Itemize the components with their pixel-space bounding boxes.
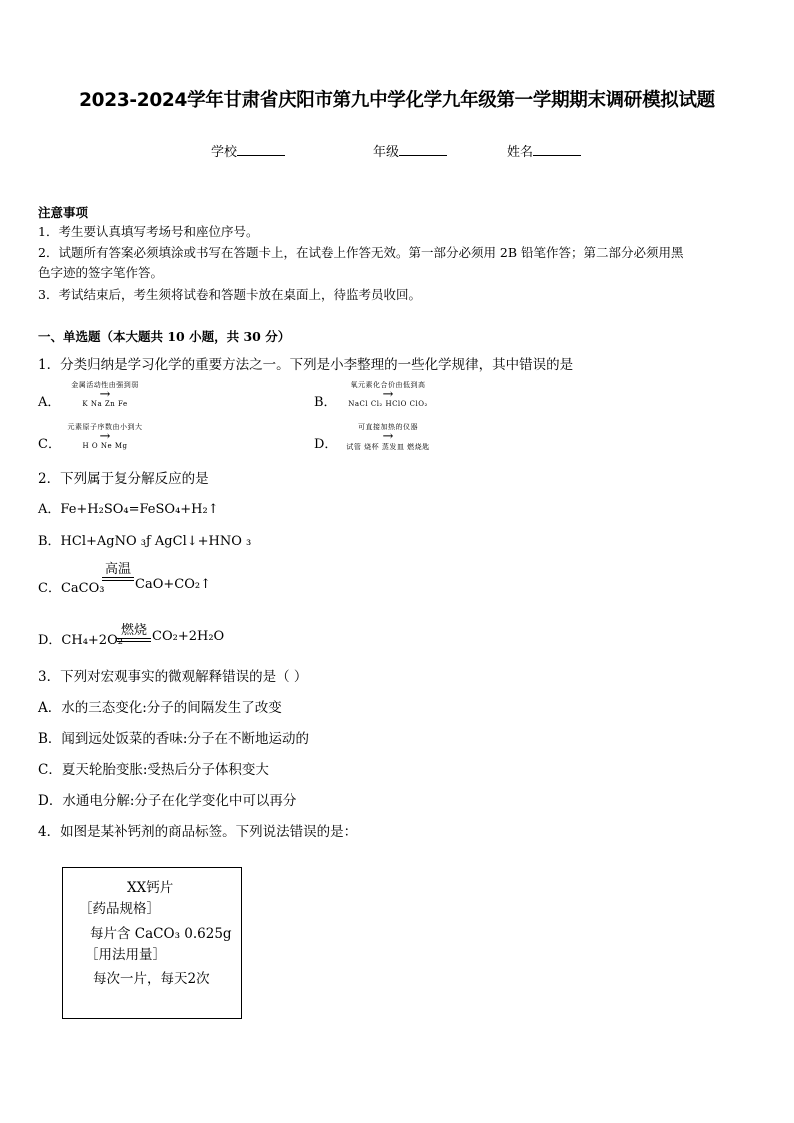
q2-c-cond-text: 高温 — [104, 562, 131, 577]
q2-option-b: B．HCl+AgNO ₃ƒ AgCl↓+HNO ₃ — [38, 534, 252, 549]
q2-d-cond-text: 燃烧 — [120, 623, 147, 638]
q1-option-d-label: D． — [314, 437, 338, 452]
q2-option-d-right: CO₂+2H₂O — [152, 629, 225, 644]
name-blank — [533, 143, 581, 156]
note-item: 2．试题所有答案必须填涂或书写在答题卡上，在试卷上作答无效。第一部分必须用 2B 铅笔作答；第二部分必须用黑 — [38, 245, 684, 260]
grade-label: 年级 — [373, 145, 400, 160]
label-spec-text: 每片含 CaCO₃ 0.625g — [90, 926, 232, 942]
note-item: 色字迹的签字笔作答。 — [38, 265, 164, 280]
product-label-box — [62, 867, 242, 1019]
note-item: 1．考生要认真填写考场号和座位序号。 — [38, 224, 259, 239]
q1-option-a-label: A． — [38, 395, 61, 410]
arrow-icon: → — [382, 387, 394, 402]
name-label: 姓名 — [507, 145, 534, 160]
q1-option-a — [60, 380, 150, 408]
arrow-icon: → — [99, 387, 111, 402]
q2-option-c-condition — [102, 563, 134, 581]
arrow-icon: → — [382, 429, 394, 444]
grade-blank — [399, 143, 447, 156]
q2-option-d-left: D．CH₄+2O₂ — [38, 633, 123, 648]
grade-field — [373, 141, 447, 160]
q2-option-c-left: C．CaCO₃ — [38, 581, 105, 596]
double-line-icon — [102, 577, 134, 581]
note-item: 3．考试结束后，考生须将试卷和答题卡放在桌面上，待监考员收回。 — [38, 287, 421, 302]
q2-stem: 2．下列属于复分解反应的是 — [38, 471, 209, 487]
section-heading: 一、单选题（本大题共 10 小题，共 30 分） — [38, 329, 291, 344]
arrow-icon: → — [99, 429, 111, 444]
q1-option-c-label: C． — [38, 437, 61, 452]
label-product-name: XX钙片 — [127, 880, 174, 896]
school-label: 学校 — [211, 145, 238, 160]
school-field — [211, 141, 285, 160]
name-field — [507, 141, 581, 160]
label-usage-heading: ［用法用量］ — [85, 947, 166, 963]
q1-a-top: 金属活动性由强到弱 — [71, 381, 139, 389]
double-line-icon — [117, 638, 151, 642]
q3-option-c: C．夏天轮胎变胀:受热后分子体积变大 — [38, 762, 269, 778]
q1-option-d — [340, 422, 436, 452]
q4-stem: 4．如图是某补钙剂的商品标签。下列说法错误的是： — [38, 824, 358, 840]
q1-option-c — [60, 422, 150, 450]
q1-b-bottom: NaCl Cl₂ HClO ClO₂ — [348, 400, 428, 408]
q1-stem: 1．分类归纳是学习化学的重要方法之一。下列是小李整理的一些化学规律，其中错误的是 — [38, 357, 574, 373]
q1-c-bottom: H O Ne Mg — [82, 442, 128, 450]
q1-c-top: 元素原子序数由小到大 — [67, 423, 143, 431]
q3-option-b: B．闻到远处饭菜的香味:分子在不断地运动的 — [38, 731, 309, 747]
school-blank — [237, 143, 285, 156]
q1-a-bottom: K Na Zn Fe — [82, 400, 128, 408]
q2-option-c-right: CaO+CO₂↑ — [135, 577, 211, 592]
q1-d-bottom: 试管 烧杯 蒸发皿 燃烧匙 — [346, 443, 430, 451]
q2-option-d-condition — [117, 624, 151, 642]
q1-b-top: 氧元素化合价由低到高 — [350, 381, 426, 389]
q3-option-d: D．水通电分解:分子在化学变化中可以再分 — [38, 793, 297, 809]
notes-heading: 注意事项 — [38, 205, 89, 220]
q3-option-a: A．水的三态变化:分子的间隔发生了改变 — [38, 700, 282, 716]
q1-option-b-label: B． — [314, 395, 337, 410]
label-usage-text: 每次一片，每天2次 — [93, 971, 210, 987]
label-spec-heading: ［药品规格］ — [79, 901, 160, 917]
page-title: 2023-2024学年甘肃省庆阳市第九中学化学九年级第一学期期末调研模拟试题 — [79, 90, 715, 111]
q3-stem: 3．下列对宏观事实的微观解释错误的是（ ） — [38, 669, 308, 685]
q1-d-top: 可直接加热的仪器 — [358, 423, 418, 431]
q2-option-a: A．Fe+H₂SO₄=FeSO₄+H₂↑ — [38, 502, 219, 517]
q1-option-b — [340, 380, 436, 408]
